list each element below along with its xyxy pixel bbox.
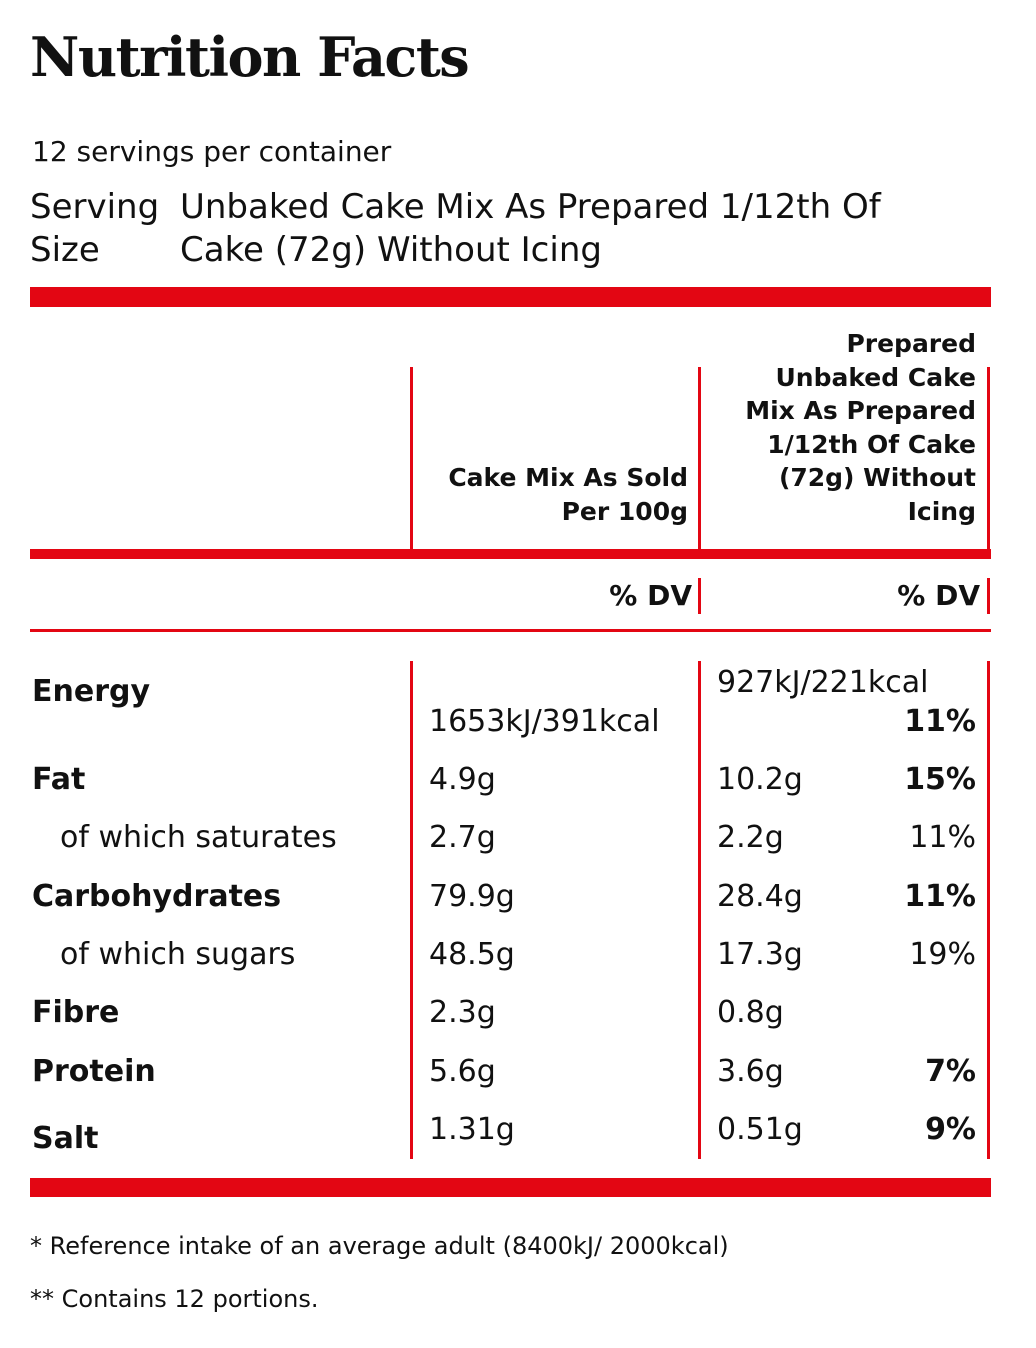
right-divider-body (987, 661, 990, 1159)
nutrient-value-col2: 2.2g (717, 820, 784, 855)
col1-divider-header (410, 367, 413, 549)
serving-size-label-line1: Serving (30, 187, 160, 227)
nutrient-value-col2: 17.3g (717, 937, 803, 972)
nutrient-value-col2: 3.6g (717, 1054, 784, 1089)
nutrient-value-col2: 0.8g (717, 995, 784, 1030)
header-rule (30, 549, 991, 559)
page-title: Nutrition Facts (30, 25, 469, 89)
footnote-reference-intake: * Reference intake of an average adult (8400kJ/ 2000kcal) (30, 1232, 729, 1260)
nutrient-name: Carbohydrates (32, 879, 282, 914)
right-divider-header (987, 367, 990, 549)
bottom-rule (30, 1178, 991, 1197)
dv-label-col1: % DV (609, 579, 692, 612)
nutrient-name: of which sugars (60, 937, 296, 972)
col2-divider-body (698, 661, 701, 1159)
col1-divider-body (410, 661, 413, 1159)
nutrient-dv: 19% (909, 937, 976, 972)
nutrient-value-col1: 1653kJ/391kcal (429, 704, 660, 739)
nutrient-value-col2: 0.51g (717, 1112, 803, 1147)
col2-header-line: Unbaked Cake (775, 362, 976, 392)
nutrient-value-col2: 927kJ/221kcal (717, 665, 929, 700)
col2-header (708, 327, 976, 528)
nutrient-dv: 7% (925, 1054, 976, 1089)
nutrient-value-col1: 79.9g (429, 879, 515, 914)
nutrient-name: Salt (32, 1121, 99, 1156)
nutrient-value-col1: 5.6g (429, 1054, 496, 1089)
col2-header-line: Icing (907, 496, 976, 526)
nutrient-dv: 15% (904, 762, 976, 797)
dv-rule (30, 629, 991, 632)
col2-divider-header (698, 367, 701, 549)
nutrient-dv: 9% (925, 1112, 976, 1147)
servings-per-container: 12 servings per container (32, 135, 392, 168)
nutrient-value-col2: 28.4g (717, 879, 803, 914)
col2-header-line: Prepared (846, 329, 976, 358)
nutrient-name: Energy (32, 674, 151, 709)
dv-label-col2: % DV (897, 579, 980, 612)
serving-size-value (180, 186, 940, 272)
nutrient-value-col1: 2.7g (429, 820, 496, 855)
nutrient-dv: 11% (904, 704, 976, 739)
col2-header-line: (72g) Without (778, 463, 976, 492)
nutrient-name: Fat (32, 762, 86, 797)
nutrient-dv: 11% (909, 820, 976, 855)
nutrient-value-col1: 1.31g (429, 1112, 515, 1147)
nutrient-value-col1: 4.9g (429, 762, 496, 797)
col2-header-line: 1/12th Of Cake (767, 429, 976, 459)
top-rule (30, 287, 991, 307)
nutrient-value-col1: 48.5g (429, 937, 515, 972)
serving-size-label (30, 186, 159, 272)
col2-divider-dv (698, 578, 701, 614)
col1-header-line: Cake Mix As Sold (448, 463, 688, 492)
nutrient-name: of which saturates (60, 820, 337, 855)
col1-header (420, 461, 688, 528)
serving-size-label-line2: Size (30, 230, 100, 270)
serving-size-value-line2: Cake (72g) Without Icing (180, 230, 602, 270)
nutrient-value-col1: 2.3g (429, 995, 496, 1030)
nutrient-name: Fibre (32, 995, 120, 1030)
col1-header-line: Per 100g (561, 496, 688, 526)
right-divider-dv (987, 578, 990, 614)
nutrient-dv: 11% (904, 879, 976, 914)
nutrient-name: Protein (32, 1054, 156, 1089)
col2-header-line: Mix As Prepared (745, 396, 976, 425)
footnote-portions: ** Contains 12 portions. (30, 1285, 319, 1313)
serving-size-value-line1: Unbaked Cake Mix As Prepared 1/12th Of (180, 187, 881, 227)
nutrient-value-col2: 10.2g (717, 762, 803, 797)
